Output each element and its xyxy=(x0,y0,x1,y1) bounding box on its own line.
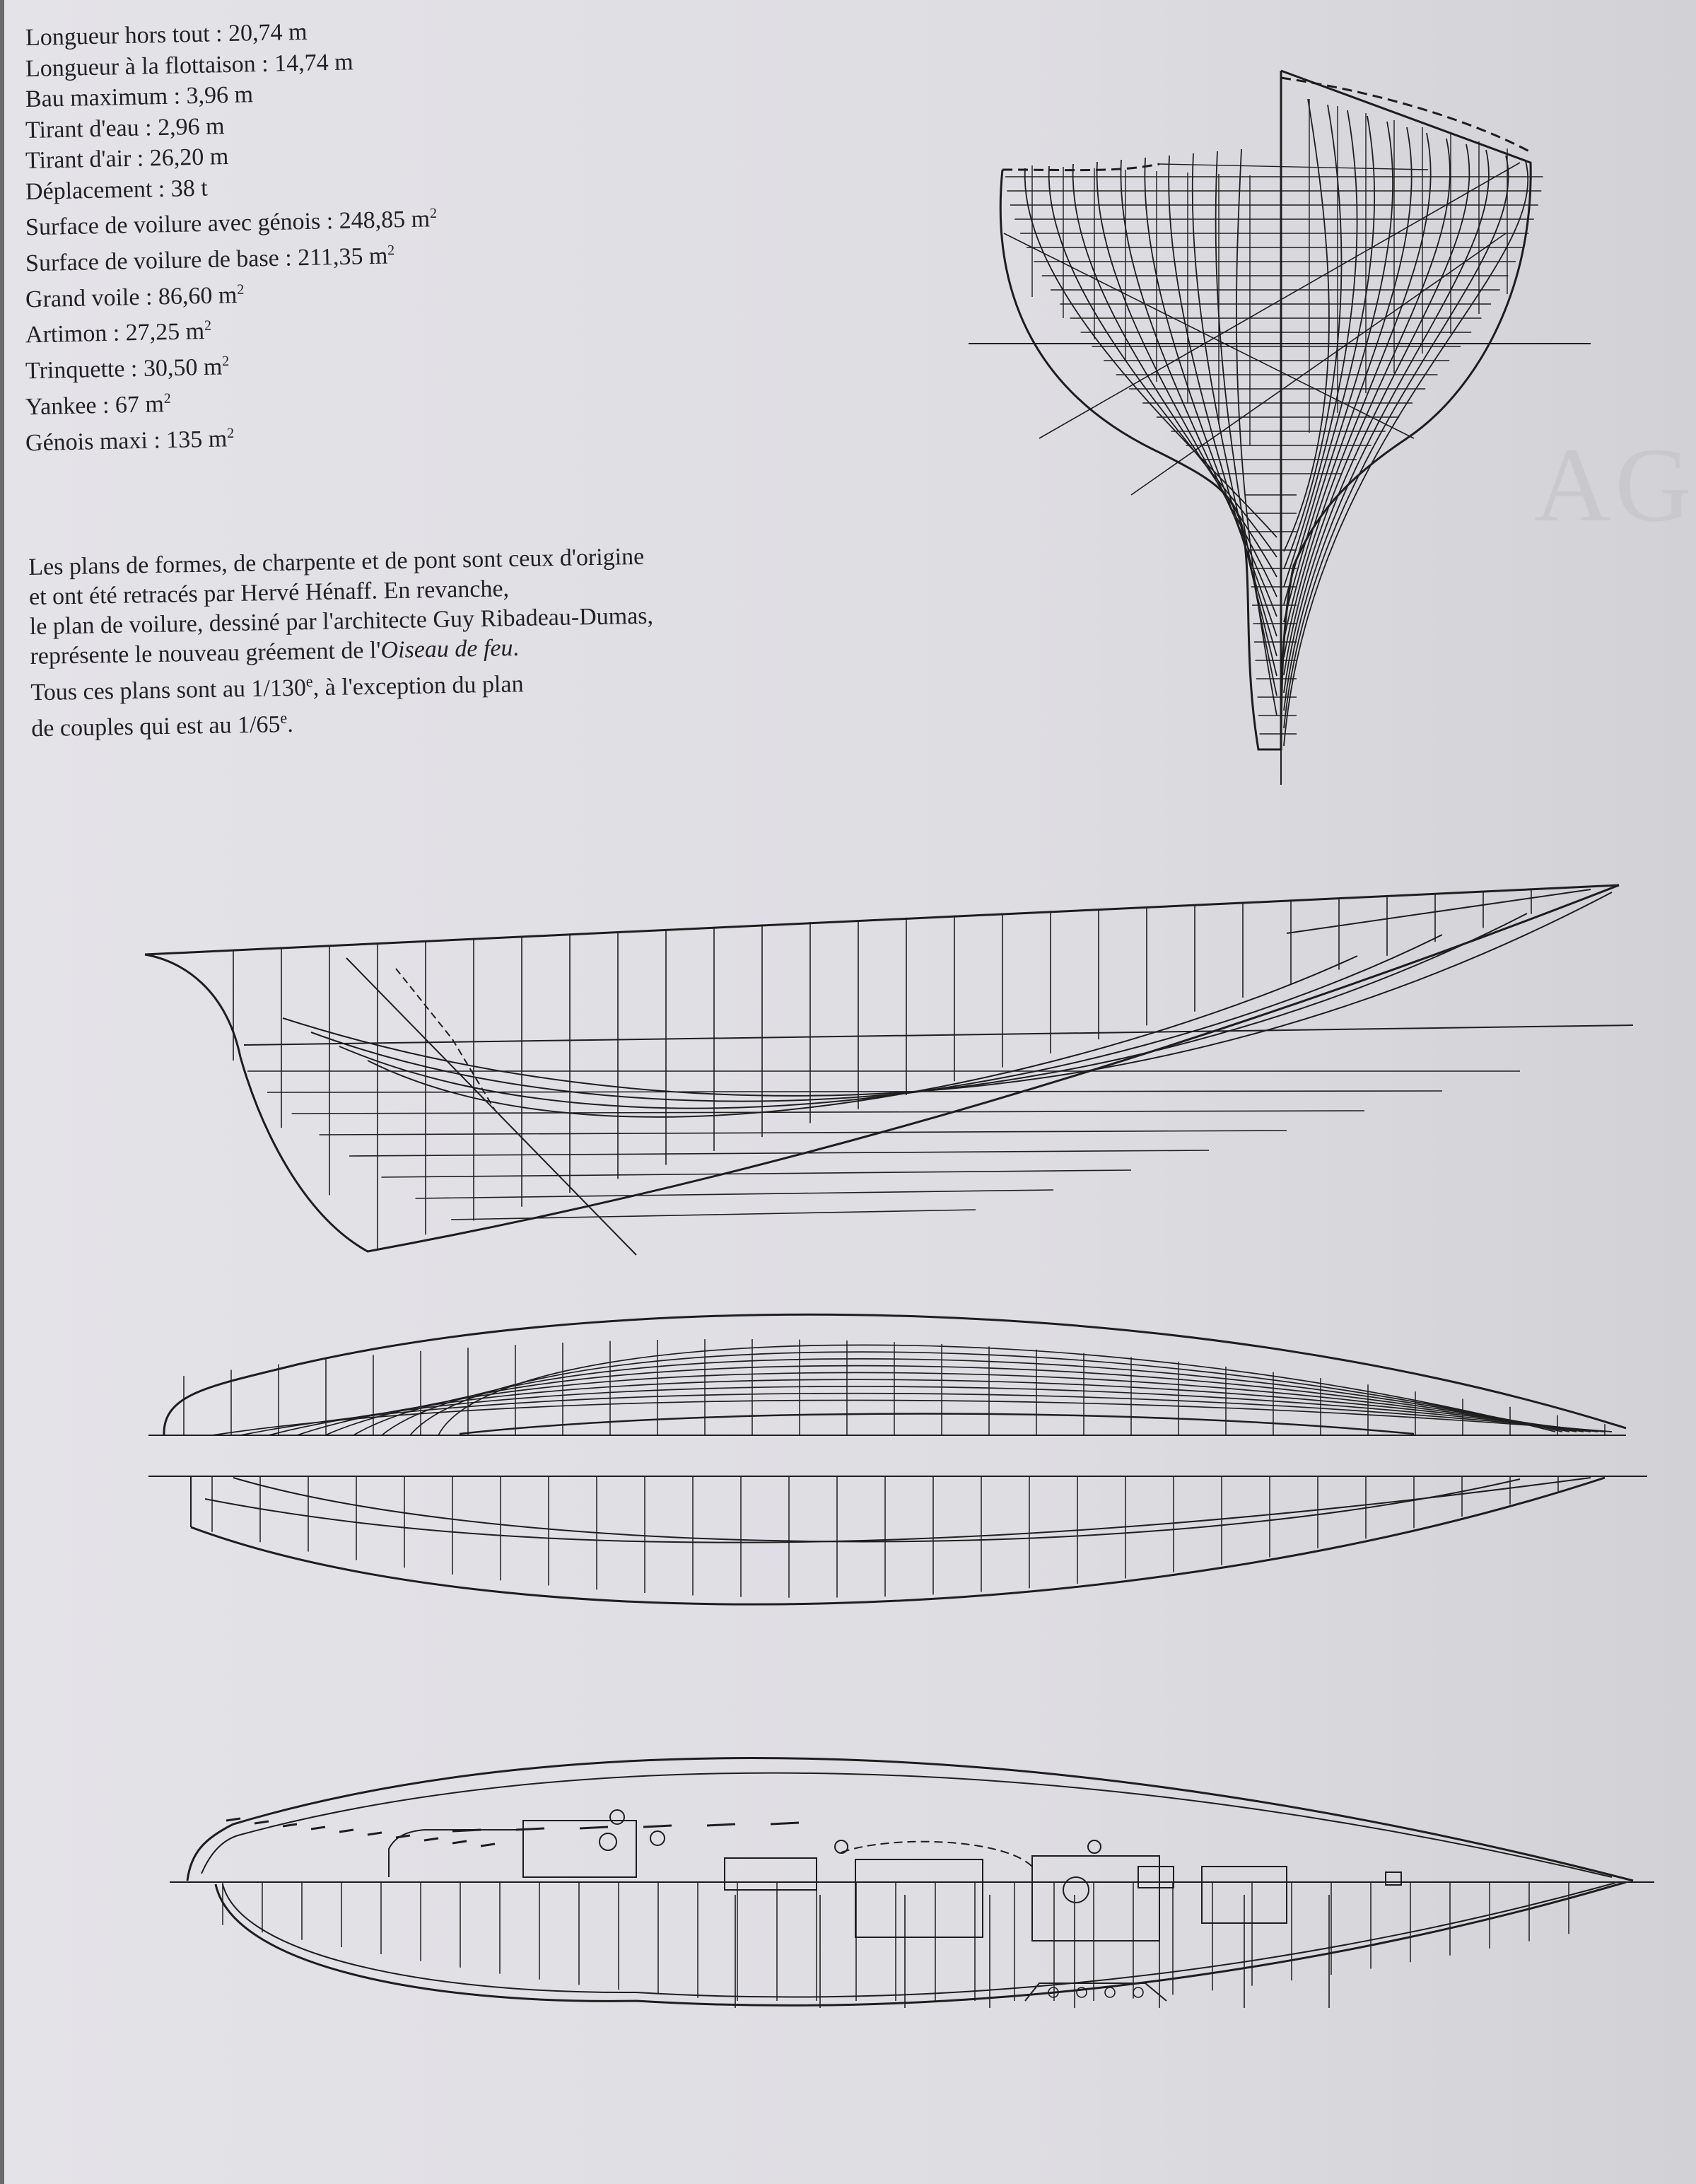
aft-deckhouse xyxy=(389,1830,523,1877)
sheer-line xyxy=(145,885,1619,954)
dashed-cockpit xyxy=(841,1842,1032,1867)
spec-label: Longueur à la flottaison xyxy=(25,50,257,82)
deck-fitting xyxy=(452,1830,481,1831)
deck-dashed-right xyxy=(1281,78,1531,152)
caption-line-2: et ont été retracés par Hervé Hénaff. En revanche, xyxy=(28,576,510,610)
saloon-block xyxy=(855,1859,983,1937)
hull-outline xyxy=(1000,71,1531,749)
spec-label: Yankee xyxy=(25,392,97,421)
spec-label: Bau maximum xyxy=(25,83,168,112)
profile-waterline xyxy=(320,1131,1287,1135)
deck-fitting xyxy=(707,1824,735,1826)
caption-line-4: représente le nouveau gréement de l'Oiseau de feu. xyxy=(30,634,520,670)
page-edge-shadow xyxy=(0,0,4,2184)
plans-caption xyxy=(28,539,824,744)
boat-name: Oiseau de feu xyxy=(380,635,513,664)
station-curve xyxy=(1049,166,1277,557)
spec-label: Surface de voilure avec génois xyxy=(25,208,321,241)
spec-value: 67 m xyxy=(115,391,165,419)
caption-line-1: Les plans de formes, de charpente et de pont sont ceux d'origine xyxy=(28,543,645,580)
deck-fitting xyxy=(255,1821,269,1823)
spec-label: Trinquette xyxy=(25,356,125,385)
spec-line: Tirant d'air : 26,20 m xyxy=(25,143,229,174)
spec-label: Longueur hors tout xyxy=(25,21,210,51)
spec-line: Tirant d'eau : 2,96 m xyxy=(25,112,225,144)
keel-bolt xyxy=(1133,1987,1143,1997)
skylight xyxy=(600,1833,616,1850)
spec-value: 135 m xyxy=(165,426,228,454)
spec-value: 30,50 m xyxy=(143,354,223,383)
spec-label: Grand voile xyxy=(25,284,140,313)
profile-waterline xyxy=(349,1150,1209,1156)
spec-label: Déplacement xyxy=(25,175,153,205)
small-hatch xyxy=(1138,1867,1174,1888)
spec-line: Génois maxi : 135 $m^2$ xyxy=(25,425,235,457)
spec-line: Grand voile : 86,60 $m^2$ xyxy=(25,281,245,313)
spec-line: Longueur hors tout : 20,74 m xyxy=(25,18,308,51)
spec-value: 2,96 m xyxy=(157,112,225,141)
buttock-curve xyxy=(283,892,1612,1096)
diagonal-line xyxy=(1159,164,1428,170)
spec-label: Génois maxi xyxy=(25,427,148,457)
sheer-plan-drawing xyxy=(134,877,1654,1273)
deck-fitting xyxy=(311,1827,325,1829)
station-curve xyxy=(1145,158,1277,636)
diagonal-line xyxy=(1004,233,1414,438)
profile-waterline xyxy=(292,1111,1364,1114)
station-curve xyxy=(1073,164,1277,577)
spec-value: 14,74 m xyxy=(274,48,353,77)
half-breadth-waterline xyxy=(297,1379,1591,1435)
waterline-datum xyxy=(244,1025,1633,1045)
deck-fitting xyxy=(580,1827,608,1828)
caption-line-6: de couples qui est au 1/65e. xyxy=(31,708,294,742)
rudder-post xyxy=(346,958,636,1255)
deck-inner-line xyxy=(201,1773,1612,1877)
deck-fitting xyxy=(452,1841,467,1843)
station-curve xyxy=(1284,144,1469,693)
buttock-curve xyxy=(311,913,1527,1102)
deck-fitting xyxy=(516,1828,544,1830)
deck-construction-plan-drawing xyxy=(163,1739,1661,2036)
spec-line: Longueur à la flottaison : 14,74 m xyxy=(25,48,353,82)
spec-line: Surface de voilure de base : 211,35 $m^2$ xyxy=(25,242,395,277)
diagonal-line xyxy=(1039,163,1520,438)
spec-line: Bau maximum : 3,96 m xyxy=(25,81,254,112)
winch-circle xyxy=(610,1810,624,1824)
deck-hatch xyxy=(725,1858,817,1890)
profile-waterline xyxy=(451,1210,976,1220)
spec-value: 211,35 m xyxy=(297,243,388,271)
profile-waterline xyxy=(381,1170,1131,1177)
winch-circle xyxy=(835,1840,848,1853)
deck-dashed-left xyxy=(1002,164,1159,170)
deck-fitting xyxy=(368,1833,382,1835)
deck-fitting xyxy=(481,1844,495,1846)
spec-value: 38 t xyxy=(170,175,209,202)
station-curve xyxy=(1284,156,1509,728)
caption-line-5: Tous ces plans sont au 1/130e, à l'exception du plan xyxy=(30,671,524,706)
keel-bolt xyxy=(1105,1987,1115,1997)
lower-diagonal xyxy=(205,1478,1591,1543)
deck-fitting xyxy=(283,1824,297,1826)
profile-waterline xyxy=(416,1190,1053,1198)
spec-value: 86,60 m xyxy=(158,281,238,310)
spec-label: Tirant d'air xyxy=(25,145,131,174)
station-curve xyxy=(1236,149,1277,716)
mast-step xyxy=(1063,1877,1089,1903)
spec-value: 248,85 m xyxy=(339,206,431,235)
lower-diagonal xyxy=(233,1478,1520,1541)
deck-fitting xyxy=(643,1826,672,1827)
hull-bottom-outline xyxy=(216,1882,1626,2005)
half-breadth-waterline xyxy=(382,1359,1569,1435)
buttock-curve xyxy=(1287,889,1591,933)
forward-vent xyxy=(1386,1872,1401,1885)
half-breadth-waterline xyxy=(460,1414,1414,1435)
spec-line: Trinquette : 30,50 $m^2$ xyxy=(25,354,230,385)
half-breadth-plan-drawing xyxy=(141,1287,1661,1640)
station-curve xyxy=(1284,161,1528,746)
station-curve xyxy=(1025,168,1277,537)
spec-value: 26,20 m xyxy=(149,143,229,172)
station-curve xyxy=(1284,105,1341,569)
spec-value: 3,96 m xyxy=(186,81,254,110)
spec-line: Surface de voilure avec génois : 248,85 $m^2$ xyxy=(25,205,438,241)
spec-label: Tirant d'eau xyxy=(25,115,140,144)
body-plan-drawing xyxy=(961,71,1598,792)
winch-circle xyxy=(650,1831,665,1845)
spec-label: Artimon xyxy=(25,320,107,349)
deck-fitting xyxy=(226,1818,240,1821)
caption-line-3: le plan de voilure, dessiné par l'architecte Guy Ribadeau-Dumas, xyxy=(29,602,654,640)
stern-overhang xyxy=(145,954,240,1057)
spec-value: 20,74 m xyxy=(228,18,308,47)
profile-waterline xyxy=(267,1091,1442,1092)
spec-line: Artimon : 27,25 $m^2$ xyxy=(25,317,212,349)
spec-line: Yankee : 67 $m^2$ xyxy=(25,390,171,421)
deck-fitting xyxy=(424,1838,438,1840)
deck-fitting xyxy=(339,1830,353,1832)
hull-inner-outline xyxy=(223,1883,1615,1997)
spec-label: Surface de voilure de base xyxy=(25,245,280,277)
winch-circle xyxy=(1088,1840,1101,1853)
deck-fitting xyxy=(396,1835,410,1838)
deck-fitting xyxy=(771,1823,799,1824)
galley-block xyxy=(1032,1856,1159,1941)
specifications-list xyxy=(25,18,438,459)
show-through-watermark: AG xyxy=(1534,426,1696,544)
spec-value: 27,25 m xyxy=(125,318,205,346)
spec-line: Déplacement : 38 t xyxy=(25,175,209,205)
